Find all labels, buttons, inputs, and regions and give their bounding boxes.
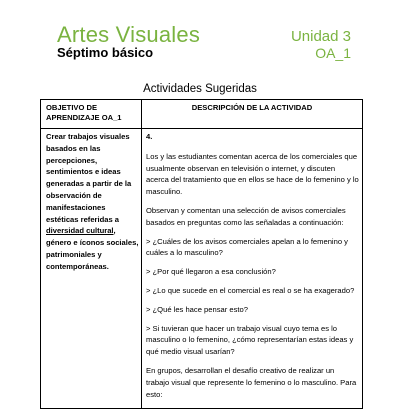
objective-column-header: OBJETIVO DE APRENDIZAJE OA_1 — [46, 103, 122, 122]
diversidad-cultural-link[interactable]: diversidad cultural — [46, 226, 114, 236]
activity-paragraph: En grupos, desarrollan el desafío creativo de realizar un trabajo visual que represente lo femenino o lo masculino. Para esto: — [146, 365, 357, 399]
activity-question: > Si tuvieran que hacer un trabajo visual cuyo tema es lo masculino o lo femenino, ¿cómo representarían estas ideas y qué medio visual usarían? — [146, 323, 354, 357]
activity-paragraph: Observan y comentan una selección de avisos comerciales basados en preguntas como las señaladas a continuación: — [146, 205, 346, 227]
column-divider — [141, 100, 142, 408]
activity-description — [146, 131, 359, 407]
document-header-subtitle: Séptimo básico — [57, 45, 154, 60]
activity-question: > ¿Qué les hace pensar esto? — [146, 304, 248, 314]
objective-text: Crear trabajos visuales basados en las percepciones, sentimientos e ideas generadas a partir de la observación de manifestaciones estéticas referidas a diversidad cultural, género e íconos sociales, patrimoniales y contemporáneas. — [46, 132, 139, 271]
activity-paragraph: Los y las estudiantes comentan acerca de los comerciales que usualmente observan en televisión o internet, y discuten acerca del tratamiento que en ellos se hace de lo femenino y lo masculino. — [146, 151, 359, 197]
activities-table — [40, 99, 363, 409]
document-header-oa: OA_1 — [315, 45, 351, 61]
activity-question: > ¿Lo que sucede en el comercial es real o se ha exagerado? — [146, 285, 355, 295]
activity-question: > ¿Cuáles de los avisos comerciales apelan a lo femenino y cuáles a lo masculino? — [146, 236, 348, 258]
description-column-header: DESCRIPCIÓN DE LA ACTIVIDAD — [191, 103, 313, 112]
document-header-unit: Unidad 3 — [290, 28, 351, 45]
activity-number: 4. — [146, 132, 153, 141]
section-title: Actividades Sugeridas — [143, 83, 257, 95]
document-header-title: Artes Visuales — [57, 22, 201, 47]
header-row-divider — [41, 128, 362, 129]
activity-question: > ¿Por qué llegaron a esa conclusión? — [146, 267, 276, 277]
